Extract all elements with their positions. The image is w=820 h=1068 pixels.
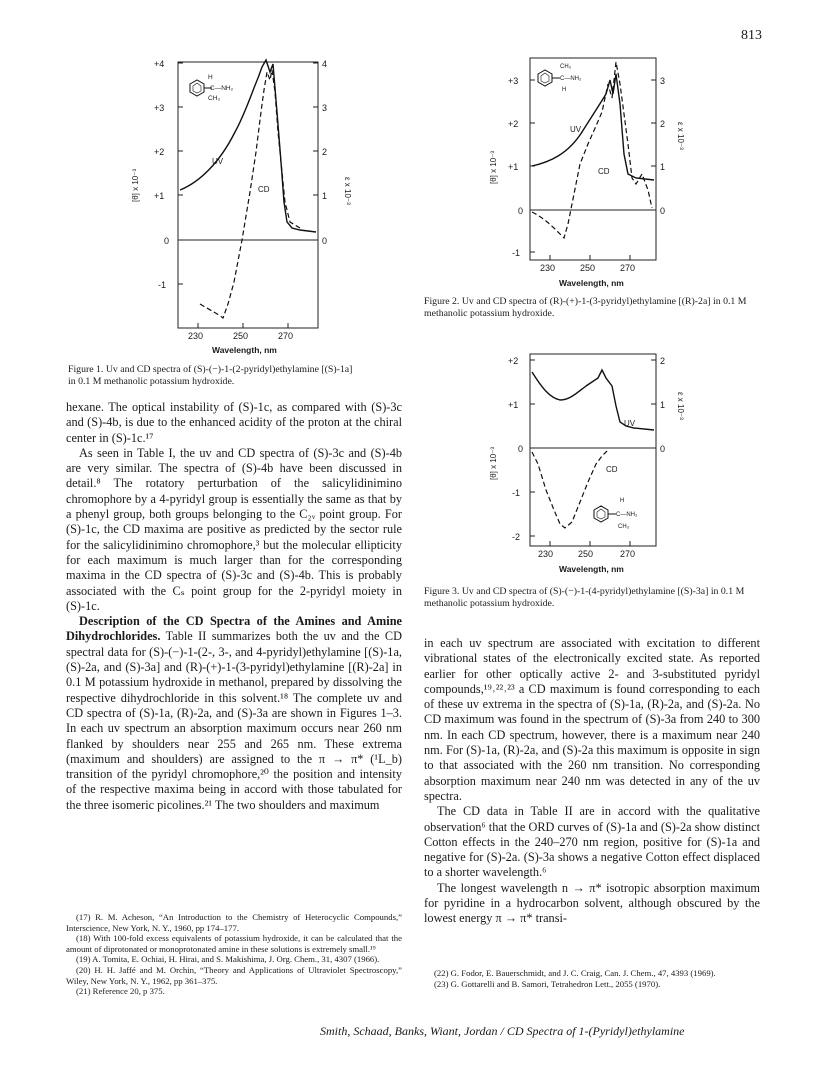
fig1-right-tick: 3 [322, 103, 328, 113]
figure-1 [131, 52, 352, 362]
fig2-left-tick: -1 [512, 248, 521, 258]
svg-text:H: H [562, 87, 567, 93]
fig3-right-tick: 1 [660, 400, 666, 410]
fig3-x-tick: 270 [620, 549, 636, 559]
fig1-left-tick: +1 [154, 191, 165, 201]
fig3-right-tick: 0 [660, 444, 666, 454]
fig1-cd-curve [200, 70, 300, 318]
fig1-xlabel: Wavelength, nm [212, 345, 277, 355]
fig1-ylabel-right: ε x 10⁻³ [343, 177, 352, 205]
right-footnotes [424, 968, 760, 989]
fig1-uv-label: UV [212, 157, 224, 166]
right-paragraph-2: The CD data in Table II are in accord with the qualitative observation⁶ that the ORD curves of (S)-1a and (S)-2a show distinct Cotton effects in the 240–270 nm region, positive for (S)-1a and negative for (S)-2a. (S)-3a shows a negative Cotton effect displaced to a shorter wavelength.⁶ [424, 804, 760, 880]
fig1-left-tick: +3 [154, 103, 165, 113]
fig3-x-tick: 250 [578, 549, 594, 559]
footnote: (19) A. Tomita, E. Ochiai, H. Hirai, and S. Makishima, J. Org. Chem., 31, 4307 (1966). [76, 954, 380, 965]
svg-text:CH₃: CH₃ [208, 95, 221, 102]
fig3-cd-label: CD [606, 465, 618, 474]
svg-text:CH₃: CH₃ [618, 524, 630, 530]
figure-1-caption: Figure 1. Uv and CD spectra of (S)-(−)-1-(2-pyridyl)ethylamine [(S)-1a] in 0.1 M methanolic potassium hydroxide. [68, 364, 353, 387]
fig1-left-tick: +2 [154, 147, 165, 157]
fig2-uv-label: UV [570, 125, 582, 134]
fig3-uv-label: UV [624, 419, 636, 428]
svg-text:H: H [208, 74, 213, 81]
fig2-xlabel: Wavelength, nm [559, 278, 624, 288]
page-number: 813 [741, 28, 762, 43]
fig1-right-tick: 1 [322, 191, 328, 201]
right-column [424, 636, 760, 927]
svg-text:H: H [620, 498, 625, 504]
fig3-left-tick: +1 [508, 400, 519, 410]
fig1-right-tick: 4 [322, 59, 328, 69]
footnote: (20) H. H. Jaffé and M. Orchin, “Theory and Applications of Ultraviolet Spectroscopy,” Wiley, New York, N. Y., 1962, pp 361–375. [66, 964, 402, 986]
fig2-cd-label: CD [598, 167, 610, 176]
fig1-right-tick: 0 [322, 236, 328, 246]
running-footer: Smith, Schaad, Banks, Wiant, Jordan / CD Spectra of 1-(Pyridyl)ethylamine [320, 1024, 685, 1038]
right-paragraph-3: The longest wavelength n → π* isotropic absorption maximum for pyridine in a hydrocarbon solvent, although obscured by the lowest energy π → π* transi- [424, 880, 760, 926]
fig1-left-tick: 0 [164, 236, 170, 246]
fig2-right-tick: 2 [660, 119, 666, 129]
fig1-x-tick: 250 [233, 331, 249, 341]
fig3-structure [594, 498, 638, 530]
fig3-cd-curve [532, 450, 608, 528]
fig3-right-tick: 2 [660, 356, 666, 366]
figure-1-plot [131, 52, 352, 362]
footnote: (17) R. M. Acheson, “An Introduction to the Chemistry of Heterocyclic Compounds,” Interscience, New York, N. Y., 1960, pp 174–177. [66, 912, 402, 933]
fig2-cd-curve [532, 62, 652, 238]
fig2-right-tick: 1 [660, 162, 666, 172]
fig2-x-tick: 270 [620, 263, 636, 273]
left-paragraph-3-body: Table II summarizes both the uv and the CD spectral data for (S)-(−)-1-(2-, 3-, and 4-pyridyl)ethylamine [(S)-1a, (S)-2a, and (S)-3a] and (R)-(+)-1-(3-pyridyl)ethylamine [(R)-2a] in 0.1 M potassium hydroxide in methanol, prepared by dissolving the respective dihydrochloride in this solvent.¹⁸ The complete uv and CD spectra of (S)-1a, (R)-2a, and (S)-3a are shown in Figures 1–3. In each uv spectrum an absorption maximum occurs near 260 nm flanked by shoulders near 255 and 265 nm. These extrema (maximum and shoulders) are assigned to the π → π* (¹L_b) transition of the pyridyl chromophore,²⁰ the position and intensity of the respective maxima being in accord with those tabulated for the three isomeric picolines.²¹ The two shoulders and maximum [66, 629, 402, 812]
fig2-uv-curve [532, 74, 654, 180]
figure-3 [489, 352, 702, 584]
footnote: (22) G. Fodor, E. Bauerschmidt, and J. C. Craig, Can. J. Chem., 47, 4393 (1969). [434, 968, 716, 978]
footnote: (23) G. Gottarelli and B. Samori, Tetrahedron Lett., 2055 (1970). [434, 978, 661, 989]
fig2-left-tick: +2 [508, 119, 519, 129]
fig3-x-tick: 230 [538, 549, 554, 559]
fig2-x-tick: 230 [540, 263, 556, 273]
left-column [66, 400, 402, 813]
fig1-cd-label: CD [258, 185, 270, 194]
svg-text:CH₃: CH₃ [560, 64, 572, 70]
figure-2-plot [489, 54, 702, 294]
fig3-ylabel-left: [θ] x 10⁻³ [489, 446, 498, 480]
fig2-left-tick: +3 [508, 76, 519, 86]
figure-3-caption: Figure 3. Uv and CD spectra of (S)-(−)-1-(4-pyridyl)ethylamine [(S)-3a] in 0.1 M methanolic potassium hydroxide. [424, 586, 745, 609]
fig3-ylabel-right: ε x 10⁻³ [676, 392, 685, 420]
fig1-right-tick: 2 [322, 147, 328, 157]
section-heading: Description of the CD Spectra of the Amines and Amine Dihydrochlorides. [66, 614, 402, 644]
fig2-structure [538, 64, 582, 93]
footnote: (18) With 100-fold excess equivalents of potassium hydroxide, it can be calculated that the amount of diprotonated or monoprotonated amine in these solutions is extremely small.¹⁹ [66, 933, 402, 954]
fig2-right-tick: 3 [660, 76, 666, 86]
fig3-left-tick: -2 [512, 532, 521, 542]
left-paragraph-1: hexane. The optical instability of (S)-1c, as compared with (S)-3c and (S)-4b, is due to the enhanced acidity of the proton at the chiral center in (S)-1c.¹⁷ [66, 400, 402, 445]
fig2-ylabel-right: ε x 10⁻³ [676, 122, 685, 150]
fig3-left-tick: +2 [508, 356, 519, 366]
svg-text:C—NH₂: C—NH₂ [616, 512, 638, 518]
figure-2-caption: Figure 2. Uv and CD spectra of (R)-(+)-1-(3-pyridyl)ethylamine [(R)-2a] in 0.1 M methanolic potassium hydroxide. [424, 296, 747, 319]
left-paragraph-3 [66, 614, 402, 813]
fig1-left-tick: +4 [154, 59, 165, 69]
fig2-x-tick: 250 [580, 263, 596, 273]
fig2-right-tick: 0 [660, 206, 666, 216]
footnote: (21) Reference 20, p 375. [76, 986, 165, 997]
fig1-x-tick: 230 [188, 331, 204, 341]
fig2-left-tick: 0 [518, 206, 524, 216]
fig1-left-tick: -1 [158, 280, 167, 290]
fig2-left-tick: +1 [508, 162, 519, 172]
figure-2 [489, 54, 702, 294]
right-paragraph-1: in each uv spectrum are associated with excitation to different vibrational states of the electronically excited state. As reported earlier for other optically active 2- and 3-substituted pyridyl compounds,¹⁹˒²²˒²³ a CD maximum is found corresponding to each of these uv extrema in the spectra of (S)-1a, (R)-2a, and (S)-2a. No CD maximum was found in the spectrum of (S)-3a from 240 to 300 nm. In each CD spectrum, however, there is a maximum near 240 nm. For (S)-1a, (R)-2a, and (S)-2a this maximum is opposite in sign to that associated with the 260 nm transition. No corresponding absorption maximum near 240 nm was detected in any of the uv spectra. [424, 636, 760, 803]
figure-3-plot [489, 352, 702, 584]
fig3-xlabel: Wavelength, nm [559, 564, 624, 574]
fig3-left-tick: 0 [518, 444, 524, 454]
left-footnotes [66, 912, 402, 997]
fig1-x-tick: 270 [278, 331, 294, 341]
fig1-structure [190, 74, 234, 102]
svg-text:C—NH₂: C—NH₂ [560, 76, 582, 82]
fig3-uv-curve [532, 370, 654, 430]
fig1-ylabel-left: [θ] x 10⁻³ [131, 168, 140, 202]
fig3-left-tick: -1 [512, 488, 521, 498]
fig2-ylabel-left: [θ] x 10⁻³ [489, 150, 498, 184]
left-paragraph-2: As seen in Table I, the uv and CD spectra of (S)-3c and (S)-4b are very similar. The spectra of (S)-4b have been discussed in detail.⁸ The rotatory perturbation of the salicylidinimino chromophore by a 4-pyridyl group is essentially the same as that by a phenyl group, both groups belonging to the C₂ᵥ point group. For (S)-1c, the CD maxima are positive as predicted by the sector rule for the salicylidinimino chromophore,³ but the molecular ellipticity for each maximum is much larger than for the corresponding maxima in the CD spectra of (S)-3c and (S)-4b. This is probably associated with the Cₛ point group for the 2-pyridyl moiety in (S)-1c. [66, 445, 402, 613]
svg-text:C—NH₂: C—NH₂ [210, 85, 234, 92]
